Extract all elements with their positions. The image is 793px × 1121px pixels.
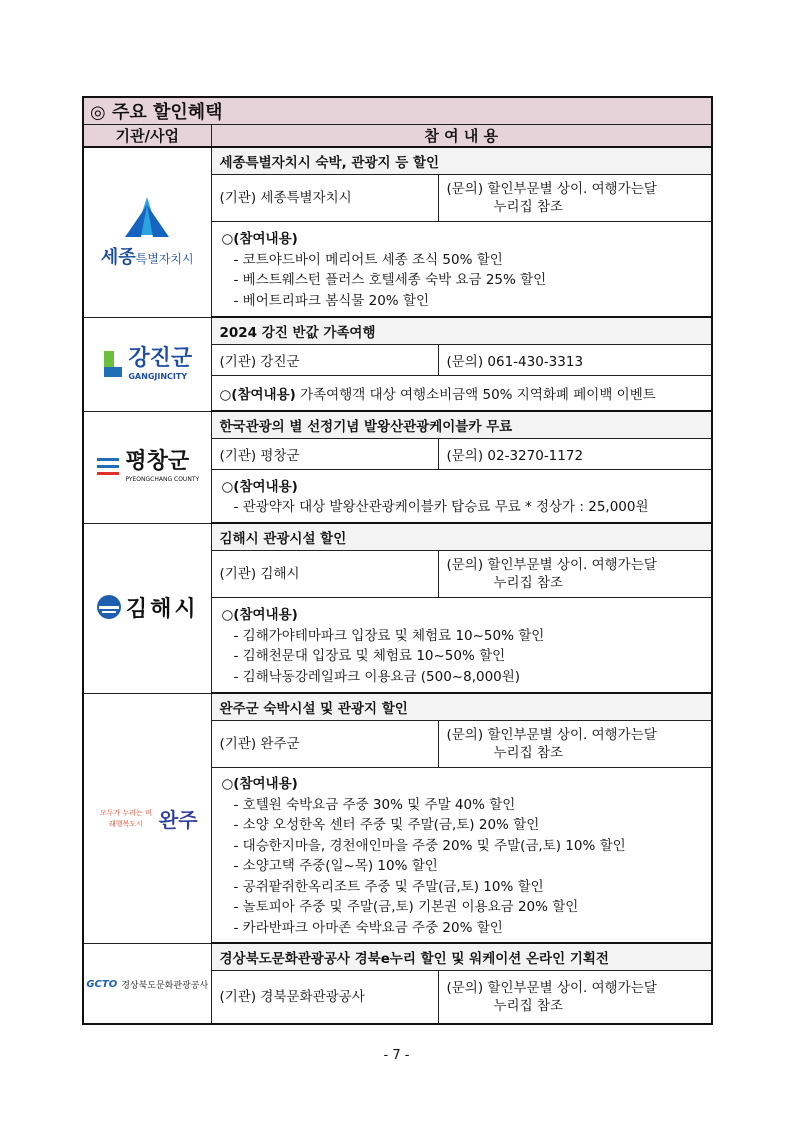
inquiry-text-2: 누리집 참조 — [493, 998, 563, 1014]
page-number: - 7 - — [383, 1048, 410, 1063]
header-org: 기관/사업 — [83, 125, 211, 148]
list-item: - 관광약자 대상 발왕산관광케이블카 탑승료 무료 * 정상가 : 25,000원 — [233, 499, 649, 515]
inquiry-cell: (문의) 061-430-3313 — [438, 345, 712, 376]
pyeongchang-logo — [83, 411, 211, 523]
header-content: 참 여 내 용 — [211, 125, 712, 148]
org-cell: (기관) 완주군 — [211, 721, 438, 768]
content-cell — [211, 470, 712, 524]
list-item: - 카라반파크 아마존 숙박요금 주중 20% 할인 — [233, 919, 503, 936]
inquiry-text: (문의) 할인부문별 상이. 여행가는달 — [446, 980, 657, 996]
content-heading: ○(참여내용) — [221, 478, 298, 495]
section-title: 세종특별자치시 숙박, 관광지 등 할인 — [211, 147, 712, 175]
inquiry-cell — [438, 551, 712, 598]
logo-subtext: GANGJINCITY — [128, 371, 188, 381]
logo-subtext: PYEONGCHANG COUNTY — [125, 476, 200, 483]
logo-text: GCTO — [86, 979, 118, 991]
inquiry-text: (문의) 할인부문별 상이. 여행가는달 — [446, 181, 657, 197]
content-cell — [211, 376, 712, 412]
logo-subtext: 특별자치시 — [135, 252, 194, 267]
section-title: 김해시 관광시설 할인 — [211, 523, 712, 551]
inquiry-text-2: 누리집 참조 — [493, 575, 563, 591]
content-heading: ○(참여내용) — [221, 776, 298, 792]
logo-subtext: 경상북도문화관광공사 — [121, 981, 209, 992]
gangjin-logo — [83, 317, 211, 411]
inquiry-cell — [438, 175, 712, 222]
list-item: - 놀토피아 주중 및 주말(금,토) 기본권 이용요금 20% 할인 — [233, 899, 579, 915]
list-item: - 공쥐팥쥐한옥리조트 주중 및 주말(금,토) 10% 할인 — [233, 878, 544, 895]
sejong-emblem-icon — [117, 195, 177, 239]
logo-text: 강진군 — [128, 345, 193, 371]
list-item: - 호텔원 숙박요금 주중 30% 및 주말 40% 할인 — [233, 796, 516, 813]
inquiry-text: (문의) 할인부문별 상이. 여행가는달 — [446, 557, 657, 573]
list-item: - 김해가야테마파크 입장료 및 체험료 10~50% 할인 — [233, 627, 545, 644]
content-cell — [211, 768, 712, 944]
gcto-logo — [83, 943, 211, 1024]
org-cell: (기관) 경북문화관광공사 — [211, 971, 438, 1025]
inquiry-text: (문의) 할인부문별 상이. 여행가는달 — [446, 727, 657, 743]
gangjin-emblem-icon — [102, 349, 124, 379]
logo-subtext: 완주 — [158, 808, 198, 833]
logo-text: 김해시 — [125, 596, 199, 622]
list-item: - 대승한지마을, 경천애인마을 주중 20% 및 주말(금,토) 10% 할인 — [233, 837, 626, 854]
gimhae-logo — [83, 523, 211, 693]
section-title: 완주군 숙박시설 및 관광지 할인 — [211, 693, 712, 721]
table-title: ◎ 주요 할인혜택 — [83, 97, 712, 125]
inquiry-cell — [438, 721, 712, 768]
logo-text: 모두가 누리는 미래행복도시 — [100, 808, 152, 828]
list-item: - 코트야드바이 메리어트 세종 조식 50% 할인 — [233, 251, 503, 268]
sejong-logo — [83, 147, 211, 317]
list-item: - 소양 오성한옥 센터 주중 및 주말(금,토) 20% 할인 — [233, 817, 540, 833]
list-item: - 베스트웨스턴 플러스 호텔세종 숙박 요금 25% 할인 — [233, 272, 547, 288]
section-title: 경상북도문화관광공사 경북e누리 할인 및 워케이션 온라인 기획전 — [211, 943, 712, 971]
org-cell: (기관) 세종특별자치시 — [211, 175, 438, 222]
pyeongchang-emblem-icon — [95, 454, 121, 480]
content-heading: ○(참여내용) — [219, 387, 296, 403]
content-text: 가족여행객 대상 여행소비금액 50% 지역화폐 페이백 이벤트 — [295, 387, 656, 403]
benefits-table — [82, 96, 713, 1025]
content-heading: ○(참여내용) — [221, 607, 298, 623]
inquiry-text-2: 누리집 참조 — [493, 745, 563, 761]
section-title: 2024 강진 반값 가족여행 — [211, 317, 712, 345]
inquiry-text-2: 누리집 참조 — [493, 199, 563, 215]
inquiry-cell — [438, 971, 712, 1025]
org-cell: (기관) 평창군 — [211, 439, 438, 470]
gimhae-emblem-icon — [96, 594, 122, 620]
list-item: - 김해낙동강레일파크 이용요금 (500~8,000원) — [233, 668, 521, 685]
content-heading: ○(참여내용) — [221, 231, 298, 247]
list-item: - 김해천문대 입장료 및 체험료 10~50% 할인 — [233, 648, 506, 664]
wanju-logo — [83, 693, 211, 943]
org-cell: (기관) 김해시 — [211, 551, 438, 598]
list-item: - 베어트리파크 봄식물 20% 할인 — [233, 292, 429, 309]
section-title: 한국관광의 별 선정기념 발왕산관광케이블카 무료 — [211, 411, 712, 439]
list-item: - 소양고택 주중(일~목) 10% 할인 — [233, 858, 438, 874]
content-cell — [211, 222, 712, 318]
org-cell: (기관) 강진군 — [211, 345, 438, 376]
content-cell — [211, 598, 712, 694]
inquiry-cell: (문의) 02-3270-1172 — [438, 439, 712, 470]
logo-text: 평창군 — [125, 449, 190, 474]
logo-text: 세종 — [100, 247, 136, 269]
